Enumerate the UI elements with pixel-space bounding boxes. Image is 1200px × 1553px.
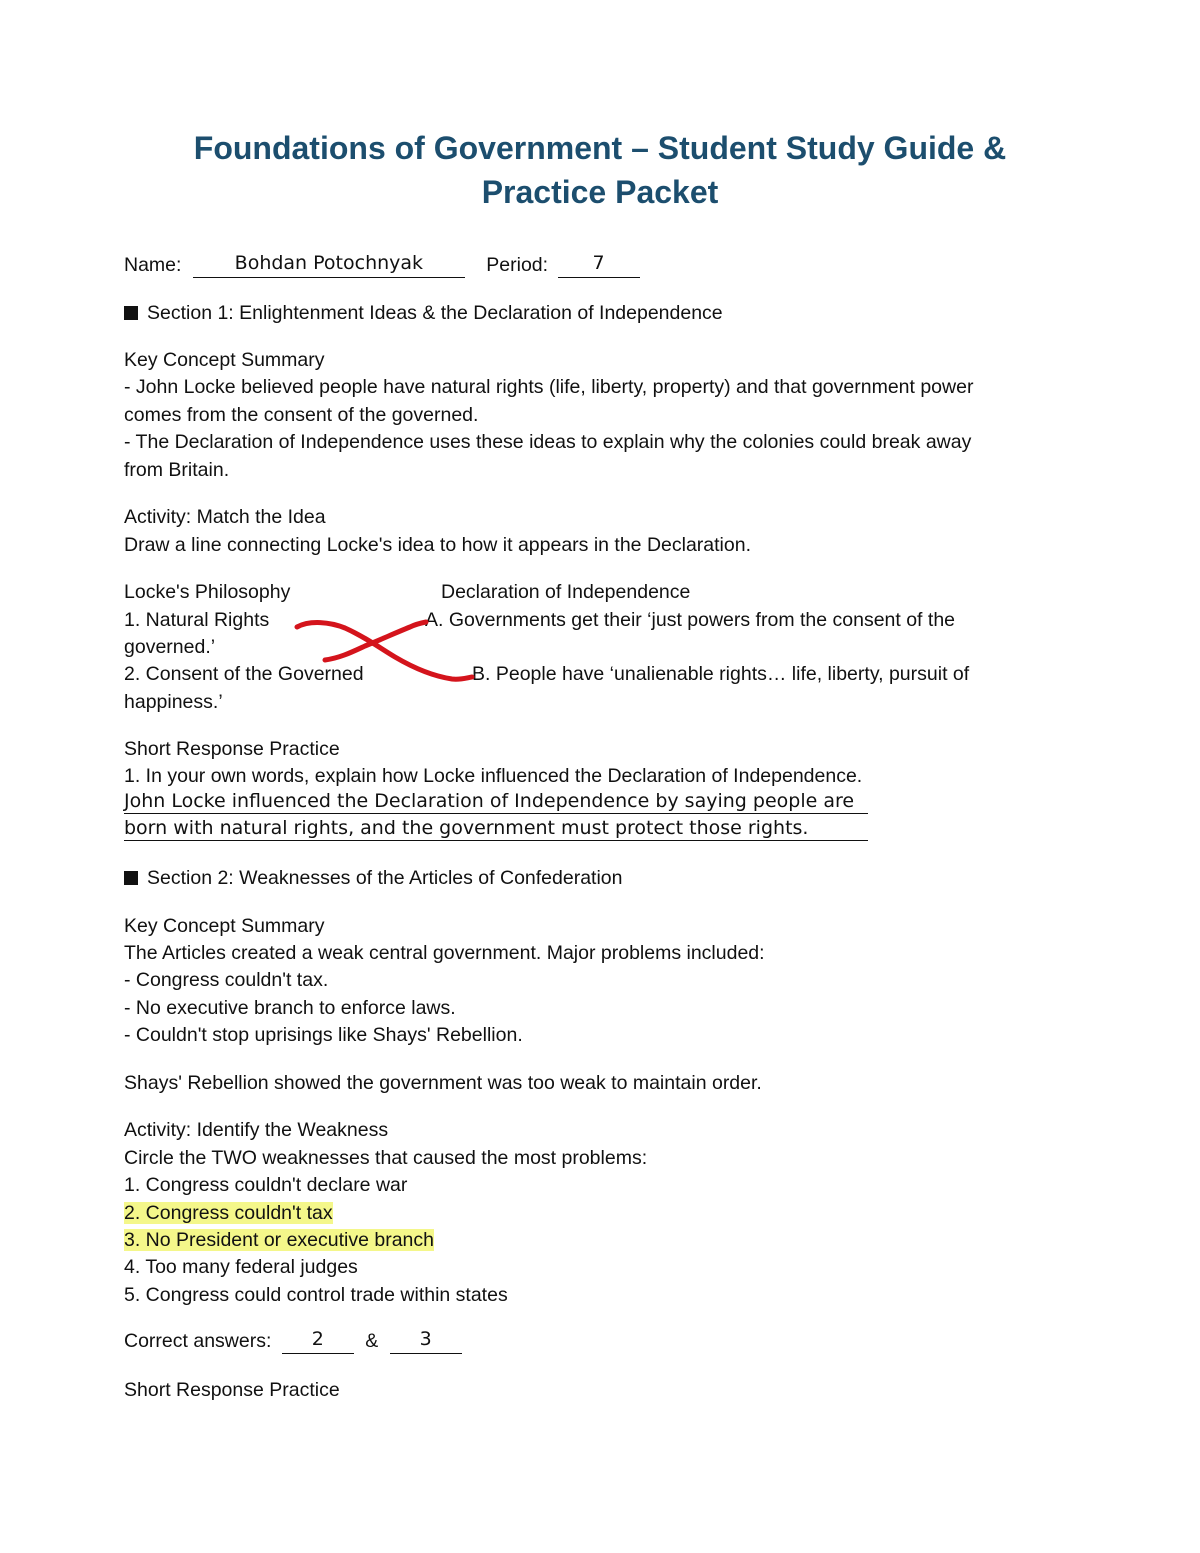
section-1-activity-instruction: Draw a line connecting Locke's idea to how it appears in the Declaration. xyxy=(124,534,751,556)
section-2-summary-line: - Congress couldn't tax. xyxy=(124,969,329,991)
correct-answers-row xyxy=(124,1328,462,1354)
period-value: 7 xyxy=(592,252,605,274)
highlighted-option-text: 3. No President or executive branch xyxy=(124,1229,435,1251)
section-1-heading: Section 1: Enlightenment Ideas & the Declaration of Independence xyxy=(124,300,723,326)
section-2-summary-line: - Couldn't stop uprisings like Shays' Rebellion. xyxy=(124,1024,523,1046)
document-title-line-2: Practice Packet xyxy=(481,174,719,210)
section-2-heading: Section 2: Weaknesses of the Articles of Confederation xyxy=(124,865,623,891)
correct-answers-label: Correct answers: xyxy=(124,1330,272,1352)
match-left-item-1: 1. Natural Rights xyxy=(124,609,270,631)
section-1-question: 1. In your own words, explain how Locke influenced the Declaration of Independence. xyxy=(124,765,863,787)
weakness-option-3[interactable] xyxy=(124,1227,434,1253)
period-label: Period: xyxy=(486,254,549,276)
period-field[interactable] xyxy=(558,252,640,278)
weakness-option-2[interactable] xyxy=(124,1200,333,1226)
column-header-declaration: Declaration of Independence xyxy=(441,581,691,603)
match-right-item-a: A. Governments get their ‘just powers from the consent of the xyxy=(425,609,956,631)
section-1-summary-line: - John Locke believed people have natural rights (life, liberty, property) and that government power xyxy=(124,376,974,398)
answer-blank-1[interactable] xyxy=(282,1328,354,1354)
section-1-summary-line: - The Declaration of Independence uses these ideas to explain why the colonies could break away xyxy=(124,431,972,453)
section-1-activity-label: Activity: Match the Idea xyxy=(124,506,326,528)
match-right-item-b: B. People have ‘unalienable rights… life, liberty, pursuit of xyxy=(472,663,970,685)
name-period-row xyxy=(124,252,640,278)
name-field[interactable] xyxy=(193,252,465,278)
match-right-item-a-continued: governed.’ xyxy=(124,636,216,658)
section-2-summary-line: The Articles created a weak central government. Major problems included: xyxy=(124,942,765,964)
name-value: Bohdan Potochnyak xyxy=(234,252,424,274)
section-2-activity-label: Activity: Identify the Weakness xyxy=(124,1119,389,1141)
answer-blank-1-value: 2 xyxy=(311,1328,324,1350)
section-1-summary-line: from Britain. xyxy=(124,459,230,481)
section-2-activity-instruction: Circle the TWO weaknesses that caused the most problems: xyxy=(124,1147,648,1169)
weakness-option-5[interactable]: 5. Congress could control trade within states xyxy=(124,1284,508,1306)
section-2-summary-line: - No executive branch to enforce laws. xyxy=(124,997,456,1019)
highlighted-option-text: 2. Congress couldn't tax xyxy=(124,1202,333,1224)
section-1-summary-line: comes from the consent of the governed. xyxy=(124,404,479,426)
name-label: Name: xyxy=(124,254,182,276)
document-title-line-1: Foundations of Government – Student Study Guide & xyxy=(193,130,1007,166)
square-bullet-icon xyxy=(124,871,138,885)
weakness-option-1[interactable]: 1. Congress couldn't declare war xyxy=(124,1174,408,1196)
answer-blank-2-value: 3 xyxy=(419,1328,432,1350)
ampersand: & xyxy=(365,1330,379,1352)
match-right-item-b-continued: happiness.’ xyxy=(124,691,223,713)
weakness-option-4[interactable]: 4. Too many federal judges xyxy=(124,1256,358,1278)
match-line-2-to-a xyxy=(325,622,426,660)
column-header-locke: Locke's Philosophy xyxy=(124,581,291,603)
square-bullet-icon xyxy=(124,306,138,320)
answer-line-1[interactable]: John Locke influenced the Declaration of Independence by saying people are xyxy=(124,789,868,814)
section-1-summary-label: Key Concept Summary xyxy=(124,349,325,371)
answer-blank-2[interactable] xyxy=(390,1328,462,1354)
section-2-short-response-label: Short Response Practice xyxy=(124,1379,340,1401)
section-2-note: Shays' Rebellion showed the government was too weak to maintain order. xyxy=(124,1072,762,1094)
section-1-short-response-label: Short Response Practice xyxy=(124,738,340,760)
section-2-summary-label: Key Concept Summary xyxy=(124,915,325,937)
match-left-item-2: 2. Consent of the Governed xyxy=(124,663,364,685)
answer-line-2[interactable]: born with natural rights, and the government must protect those rights. xyxy=(124,816,868,841)
